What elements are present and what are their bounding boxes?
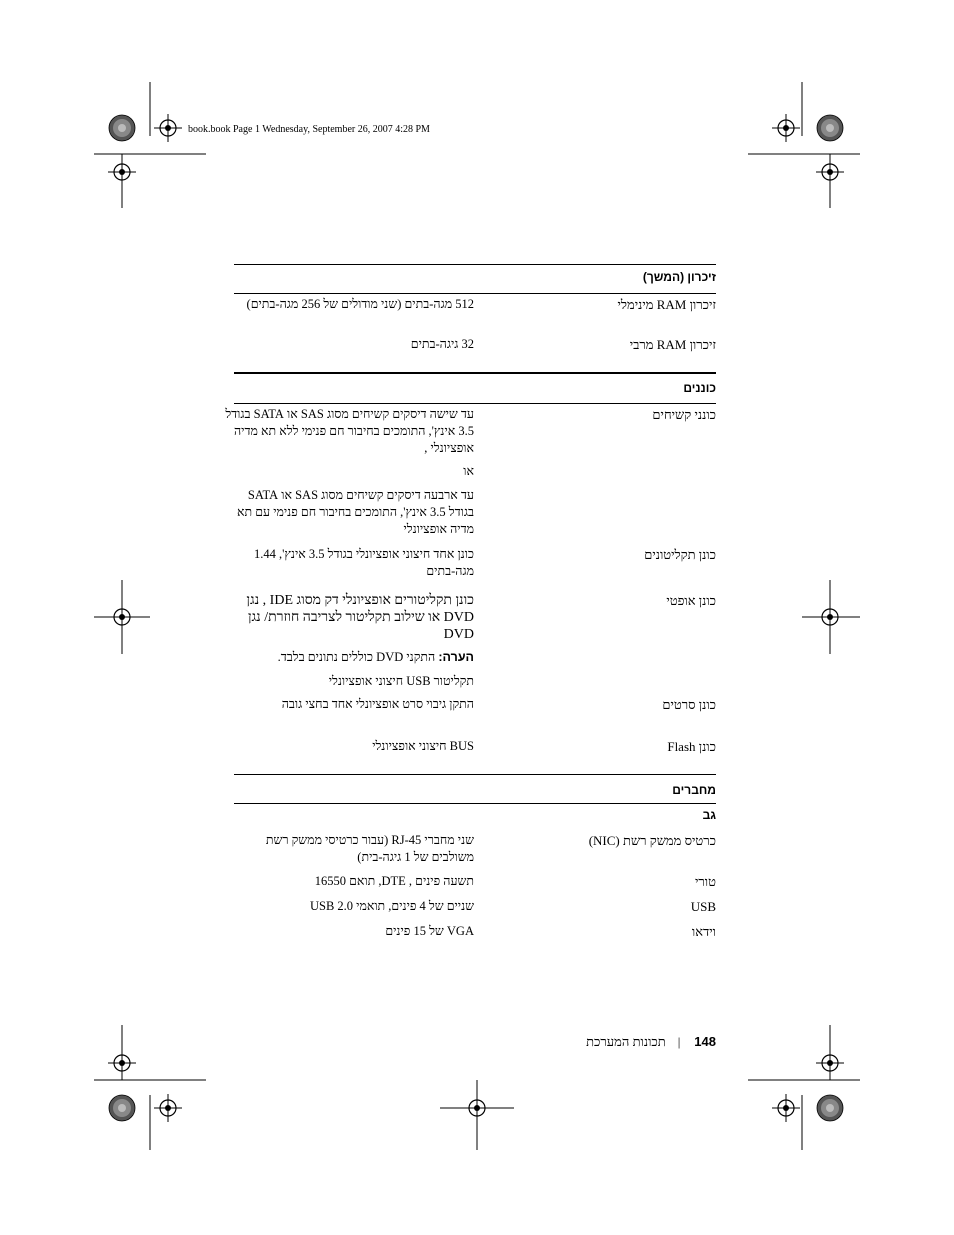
nic-label: כרטיס ממשק רשת (NIC) [588, 833, 716, 848]
max-ram-value: 32 גיגה-בתים [410, 337, 474, 351]
usb-value: שניים של 4 פינים, תואמי USB 2.0 [309, 899, 474, 913]
memory-section-title: זיכרון (המשך) [642, 270, 716, 284]
tape-drive-label: כונן סרטים [662, 697, 716, 712]
page-number: 148 [694, 1034, 716, 1049]
optical-drive-label: כונן אופטי [666, 593, 716, 608]
floppy-drive-value: כונן אחד חיצוני אופציונלי בגודל 3.5 אינץ', 1.44 מגה-בתים [253, 547, 474, 578]
floppy-drive-label: כונן תקליטונים [644, 547, 716, 562]
print-header: book.book Page 1 Wednesday, September 26, 2007 4:28 PM [188, 124, 430, 135]
note-text: התקני DVD כוללים נתונים בלבד. [277, 650, 439, 664]
usb-label: USB [690, 899, 716, 914]
flash-drive-label: כונן Flash [667, 739, 716, 754]
connectors-title-rule [234, 803, 716, 804]
hard-drives-or: או [463, 464, 474, 478]
video-label: וידאו [691, 924, 716, 939]
flash-drive-value: BUS חיצוני אופציונלי [372, 739, 474, 753]
note-label: הערה: [438, 650, 474, 664]
footer-section-name: תכונות המערכת [586, 1034, 666, 1049]
connectors-top-rule [234, 774, 716, 775]
footer-separator: | [677, 1034, 681, 1049]
memory-top-rule [234, 264, 716, 265]
drives-section-title: כוננים [683, 381, 716, 395]
hard-drives-value-1: עד שישה דיסקים קשיחים מסוג SAS או SATA בגודל 3.5 אינץ', התומכים בחיבור חם פנימי ללא תא מדיה אופציונלי , [225, 407, 474, 455]
serial-value: תשעה פינים , DTE, תואם 16550 [314, 874, 474, 888]
connectors-subtitle-back: גב [702, 808, 716, 822]
page-footer [586, 1034, 716, 1050]
tape-drive-value: התקן גיבוי סרט אופציונלי אחד בחצי גובה [281, 697, 474, 711]
serial-label: טורי [695, 874, 716, 889]
drives-top-rule [234, 372, 716, 374]
drives-title-rule [234, 403, 716, 404]
hard-drives-label: כונני קשיחים [652, 407, 716, 422]
max-ram-label: זיכרון RAM מרבי [629, 337, 716, 352]
connectors-section-title: מחברים [672, 783, 716, 797]
min-ram-label: זיכרון RAM מינימלי [617, 297, 716, 312]
usb-cd-value: תקליטור USB חיצוני אופציונלי [328, 674, 474, 688]
optical-drive-value: כונן תקליטורים אופציונלי דק מסוג IDE , נגן DVD או שילוב תקליטור לצריבה חוזרת/ נגן DVD [246, 593, 474, 642]
nic-value: שני מחברי RJ-45 (עבור כרטיסי ממשק רשת משולבים של 1 גיגה-בית) [265, 833, 474, 864]
hard-drives-value-2: עד ארבעה דיסקים קשיחים מסוג SAS או SATA בגודל 3.5 אינץ', התומכים בחיבור חם פנימי עם תא מדיה אופציונלי [236, 488, 474, 536]
video-value: VGA של 15 פינים [385, 924, 474, 938]
min-ram-value: 512 מגה-בתים (שני מודולים של 256 מגה-בתים) [246, 297, 474, 311]
dvd-note [224, 649, 474, 666]
memory-title-rule [234, 293, 716, 294]
